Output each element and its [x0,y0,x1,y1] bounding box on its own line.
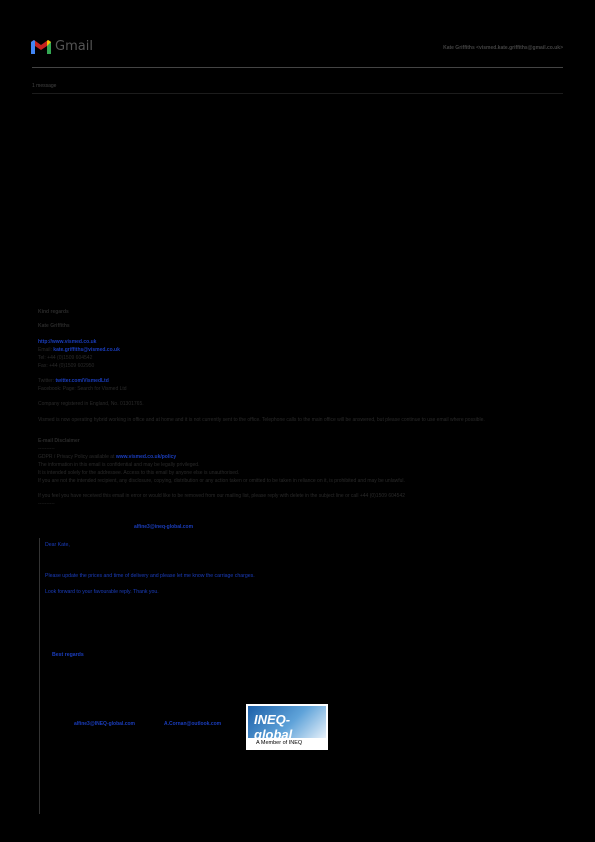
hybrid-notice: Vismed is now operating hybrid working in office and at home and it is not currently sent to the office. Telephone calls to the main office will be answered, but please continue to use email where possible. [38,417,485,423]
quoted-body-1: Please update the prices and time of delivery and please let me know the carriage charges. [45,573,255,579]
quoted-body-2: Look forward to your favourable reply. Thank you. [45,589,159,595]
signature-name: Kate Griffiths [38,323,70,329]
quote-bar [39,538,40,814]
website-link[interactable]: http://www.vismed.co.uk [38,339,97,345]
ineq-logo-art [248,706,326,742]
ineq-global-logo [246,704,328,750]
gdpr-label: GDPR / Privacy Policy available at [38,454,115,460]
sender-header: Kate Griffiths <vismed.kate.griffiths@gmail.co.uk> [443,45,563,51]
disclaimer-line-4: If you feel you have received this email in error or would like to be removed from our mailing list, please reply with delete in the subject line or call +44 (0)1509 604542 [38,493,405,499]
footer-email-2[interactable]: A.Cornan@outlook.com [164,721,222,727]
gdpr-line [38,454,176,460]
email-label: Email: [38,347,52,353]
company-registration: Company registered in England, No. 01301765. [38,401,144,407]
gdpr-link[interactable]: www.vismed.co.uk/policy [115,454,177,460]
gmail-wordmark: Gmail [55,39,93,54]
closing-divider: ---------- [38,501,55,507]
quoted-greeting: Dear Kate, [45,542,70,548]
disclaimer-line-2: It is intended solely for the addressee. Access to this email by anyone else is unauthorised. [38,470,240,476]
fax-line: Fax: +44 (0)1509 602950 [38,363,95,369]
disclaimer-heading: E-mail Disclaimer [38,438,80,444]
ineq-logo-word: INEQ-global [254,712,293,742]
quoted-sender-email[interactable]: alfine3@ineq-global.com [134,524,194,530]
email-link[interactable]: kate.griffiths@vismed.co.uk [53,347,120,353]
ineq-logo-tagline: A Member of INEQ [256,740,303,746]
footer-email-1[interactable]: alfine3@INEQ-global.com [74,721,135,727]
disclaimer-line-1: The information in this email is confidential and may be legally privileged. [38,462,200,468]
twitter-line [38,378,109,384]
quoted-regards: Best regards [52,652,84,658]
facebook-line: Facebook: Page: Search for Vismed Ltd [38,386,127,392]
disclaimer-line-3: If you are not the intended recipient, any disclosure, copying, distribution or any action taken or omitted to be taken in reliance on it, is prohibited and may be unlawful. [38,478,405,484]
twitter-label: Twitter: [38,378,55,384]
header-divider [32,67,563,68]
divider-line: ---------- [38,446,55,452]
message-count: 1 message [32,83,57,89]
email-line [38,347,120,353]
tel-line: Tel: +44 (0)1509 604542 [38,355,93,361]
signature-regards: Kind regards [38,309,69,315]
twitter-link[interactable]: twitter.com/VismedLtd [55,378,109,384]
gmail-m-icon [30,39,52,55]
gmail-logo [30,37,102,57]
message-divider [32,93,563,94]
